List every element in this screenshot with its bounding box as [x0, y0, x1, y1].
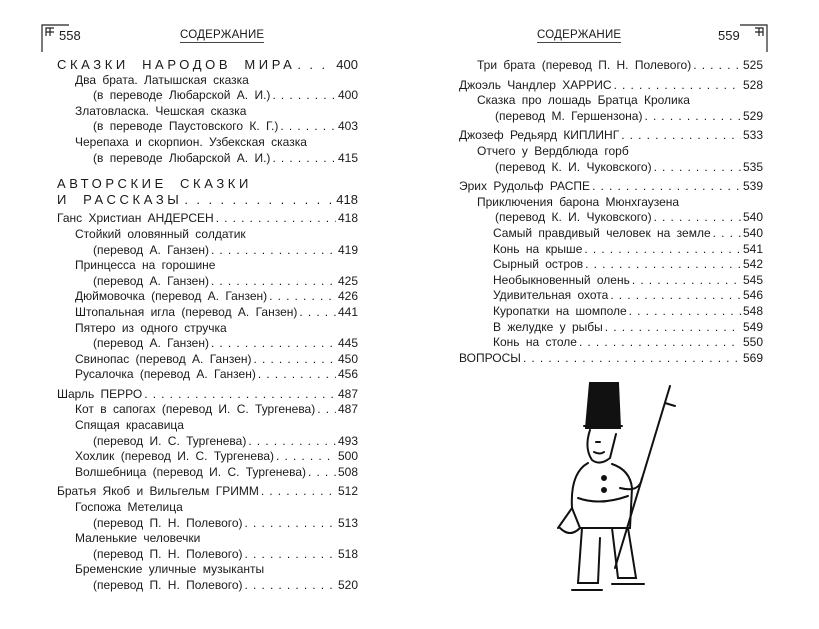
- toc-page-number: 456: [337, 367, 358, 382]
- toc-entry-text: (перевод П. Н. Полевого): [93, 578, 243, 592]
- toc-page-number: 425: [337, 273, 358, 288]
- dot-leader: [144, 387, 336, 403]
- toc-entry-cont: [57, 274, 358, 290]
- toc-entry-text: (перевод А. Ганзен): [93, 273, 209, 288]
- toc-page-number: 528: [742, 77, 763, 92]
- toc-entry-text: Бременские уличные музыканты: [75, 562, 265, 577]
- dot-leader: [211, 274, 336, 290]
- running-head: СОДЕРЖАНИЕ: [180, 29, 265, 41]
- toc-page-number: 525: [742, 58, 763, 72]
- toc-entry-title: [459, 93, 763, 109]
- toc-entry-sub: [459, 335, 763, 351]
- toc-page-number: 418: [337, 211, 358, 226]
- toc-entry-cont: [57, 516, 358, 532]
- toc-entry-text: Отчего у Вердблюда горб: [477, 143, 629, 158]
- dot-leader: [272, 151, 336, 167]
- toc-entry-text: АВТОРСКИЕ СКАЗКИ: [57, 176, 252, 192]
- toc-entry-section: [57, 192, 358, 208]
- dot-leader: [605, 320, 741, 336]
- toc-entry-cont: [459, 160, 763, 176]
- toc-entry-text: Маленькие человечки: [75, 531, 201, 546]
- toc-entry-text: Необыкновенный олень: [493, 272, 630, 287]
- toc-page-number: 539: [742, 179, 763, 194]
- dot-leader: [211, 336, 336, 352]
- toc-entry-author: [459, 179, 763, 195]
- toc-page-number: 535: [742, 159, 763, 174]
- toc-entry-text: Братья Якоб и Вильгельм ГРИММ: [57, 484, 259, 499]
- dot-leader: [629, 304, 741, 320]
- dot-leader: [654, 160, 741, 176]
- toc-page-number: 545: [742, 272, 763, 287]
- toc-page-number: 400: [336, 57, 358, 72]
- toc-entry-title: [57, 500, 358, 516]
- toc-entry-title: [459, 58, 763, 74]
- toc-entry-text: Куропатки на шомполе: [493, 303, 627, 318]
- toc-entry-section: [57, 176, 358, 192]
- toc-entry-text: В желудке у рыбы: [493, 319, 603, 334]
- toc-entry-text: Госпожа Метелица: [75, 500, 183, 515]
- toc-entry-text: Три брата (перевод П. Н. Полевого): [477, 58, 692, 72]
- toc-page-number: 529: [742, 108, 763, 123]
- toc-entry-section: [57, 57, 358, 73]
- toc-entry-cont: [57, 336, 358, 352]
- dot-leader: [299, 305, 336, 321]
- toc-page-number: 540: [742, 210, 763, 225]
- toc-entry-author: [459, 128, 763, 144]
- toc-page-number: 520: [337, 578, 358, 592]
- toc-entry-text: Эрих Рудольф РАСПЕ: [459, 179, 591, 194]
- toc-entry-text: Кот в сапогах (перевод И. С. Тургенева): [75, 402, 316, 417]
- toc-entry-author: [459, 78, 763, 94]
- toc-entry-author: [57, 211, 358, 227]
- toc-page-number: 548: [742, 303, 763, 318]
- toc-entry-text: (в переводе Любарской А. И.): [93, 88, 271, 103]
- toc-entry-text: Конь на столе: [493, 335, 577, 350]
- toc-page-number: 512: [337, 484, 358, 499]
- toc-page-number: 508: [337, 464, 358, 479]
- toc-entry-title: [57, 352, 358, 368]
- dot-leader: [621, 128, 741, 144]
- toc-page-number: 541: [742, 241, 763, 256]
- dot-leader: [585, 257, 741, 273]
- toc-page-number: 493: [337, 433, 358, 448]
- toc-entry-text: Принцесса на горошине: [75, 258, 216, 273]
- dot-leader: [693, 58, 741, 74]
- toc-entry-title: [57, 402, 358, 418]
- toc-page-number: 403: [337, 119, 358, 134]
- toc-entry-text: (перевод М. Гершензона): [495, 108, 643, 123]
- dot-leader: [254, 352, 336, 368]
- toc-entry-title: [57, 531, 358, 547]
- toc-entry-text: Дюймовочка (перевод А. Ганзен): [75, 289, 268, 304]
- toc-entry-title: [57, 465, 358, 481]
- dot-leader: [713, 226, 741, 242]
- dot-leader: [248, 434, 336, 450]
- toc-entry-cont: [57, 547, 358, 563]
- toc-entry-text: Штопальная игла (перевод А. Ганзен): [75, 304, 298, 319]
- toc-page-number: 546: [742, 288, 763, 303]
- toc-entry-text: Приключения барона Мюнхгаузена: [477, 194, 680, 209]
- toc-page-number: 450: [337, 351, 358, 366]
- dot-leader: [308, 465, 336, 481]
- toc-entry-title: [57, 367, 358, 383]
- toc-page-number: 500: [337, 449, 358, 464]
- toc-page-number: 518: [337, 546, 358, 561]
- tin-soldier-illustration: [520, 378, 690, 603]
- dot-leader: [632, 273, 741, 289]
- table-of-contents-right: [459, 58, 763, 366]
- toc-entry-title: [459, 195, 763, 211]
- toc-entry-author: [57, 387, 358, 403]
- toc-entry-text: Конь на крыше: [493, 241, 583, 256]
- toc-page-number: 415: [337, 150, 358, 165]
- dot-leader: [272, 88, 336, 104]
- toc-entry-cont: [459, 109, 763, 125]
- toc-entry-title: [57, 449, 358, 465]
- toc-entry-cont: [57, 243, 358, 259]
- toc-entry-text: И РАССКАЗЫ: [57, 191, 183, 207]
- toc-entry-title: [57, 321, 358, 337]
- page-number: 558: [59, 28, 81, 43]
- toc-entry-title: [459, 144, 763, 160]
- toc-entry-cont: [57, 151, 358, 167]
- toc-entry-text: ВОПРОСЫ: [459, 350, 521, 365]
- toc-entry-text: Два брата. Латышская сказка: [75, 72, 249, 87]
- toc-entry-text: Златовласка. Чешская сказка: [75, 103, 247, 118]
- toc-entry-author: [459, 351, 763, 367]
- toc-entry-text: Сырный остров: [493, 257, 584, 272]
- toc-entry-text: Шарль ПЕРРО: [57, 386, 143, 401]
- toc-entry-text: Стойкий оловянный солдатик: [75, 226, 246, 241]
- dot-leader: [276, 449, 336, 465]
- toc-entry-text: (перевод А. Ганзен): [93, 336, 209, 351]
- toc-entry-title: [57, 562, 358, 578]
- dot-leader: [245, 516, 336, 532]
- toc-page-number: 550: [742, 335, 763, 350]
- dot-leader: [579, 335, 741, 351]
- toc-page-number: 540: [742, 225, 763, 240]
- toc-entry-title: [57, 289, 358, 305]
- toc-entry-text: Спящая красавица: [75, 418, 184, 433]
- toc-page-number: 426: [337, 289, 358, 304]
- toc-entry-text: (перевод К. И. Чуковского): [495, 159, 652, 174]
- toc-entry-text: (перевод П. Н. Полевого): [93, 546, 243, 561]
- toc-entry-text: Черепаха и скорпион. Узбекская сказка: [75, 134, 307, 149]
- toc-page-number: 419: [337, 242, 358, 257]
- toc-entry-cont: [459, 210, 763, 226]
- toc-entry-title: [57, 418, 358, 434]
- toc-page-number: 513: [337, 515, 358, 530]
- toc-page-number: 487: [337, 386, 358, 401]
- dot-leader: [584, 242, 741, 258]
- toc-entry-sub: [459, 320, 763, 336]
- dot-leader: [644, 109, 740, 125]
- dot-leader: [184, 192, 334, 208]
- toc-entry-sub: [459, 257, 763, 273]
- toc-entry-text: Волшебница (перевод И. С. Тургенева): [75, 464, 306, 479]
- dot-leader: [245, 547, 336, 563]
- dot-leader: [610, 288, 741, 304]
- dot-leader: [245, 578, 336, 594]
- dot-leader: [523, 351, 741, 367]
- toc-entry-text: Самый правдивый человек на земле: [493, 225, 711, 240]
- toc-page-number: 542: [742, 257, 763, 272]
- toc-entry-text: (перевод К. И. Чуковского): [495, 210, 652, 225]
- toc-page-number: 569: [742, 350, 763, 365]
- dot-leader: [261, 484, 336, 500]
- dot-leader: [614, 78, 741, 94]
- corner-ornament-icon: [739, 22, 769, 54]
- toc-entry-text: Русалочка (перевод А. Ганзен): [75, 367, 256, 382]
- dot-leader: [592, 179, 741, 195]
- toc-entry-title: [57, 104, 358, 120]
- toc-entry-cont: [57, 88, 358, 104]
- toc-entry-text: Ганс Христиан АНДЕРСЕН: [57, 211, 214, 226]
- toc-entry-text: Джоэль Чандлер ХАРРИС: [459, 77, 612, 92]
- toc-entry-text: СКАЗКИ НАРОДОВ МИРА: [57, 57, 296, 72]
- toc-page-number: 418: [336, 191, 358, 207]
- toc-entry-cont: [57, 578, 358, 594]
- page-number: 559: [718, 28, 740, 43]
- toc-entry-text: Удивительная охота: [493, 288, 609, 303]
- toc-entry-sub: [459, 242, 763, 258]
- toc-entry-text: Сказка про лошадь Братца Кролика: [477, 93, 690, 108]
- toc-entry-sub: [459, 304, 763, 320]
- toc-entry-cont: [57, 119, 358, 135]
- dot-leader: [211, 243, 336, 259]
- toc-entry-cont: [57, 434, 358, 450]
- toc-entry-title: [57, 305, 358, 321]
- toc-entry-text: Свинопас (перевод А. Ганзен): [75, 351, 252, 366]
- toc-entry-title: [57, 73, 358, 89]
- toc-page-number: 487: [337, 402, 358, 417]
- toc-entry-text: Джозеф Редьярд КИПЛИНГ: [459, 128, 620, 143]
- dot-leader: [216, 211, 336, 227]
- toc-page-number: 549: [742, 319, 763, 334]
- toc-entry-sub: [459, 288, 763, 304]
- table-of-contents-left: [57, 57, 358, 594]
- dot-leader: [269, 289, 336, 305]
- toc-entry-text: Хохлик (перевод И. С. Тургенева): [75, 449, 275, 464]
- toc-entry-text: (перевод И. С. Тургенева): [93, 433, 247, 448]
- toc-page-number: 441: [337, 304, 358, 319]
- running-head: СОДЕРЖАНИЕ: [537, 29, 622, 41]
- toc-entry-author: [57, 484, 358, 500]
- dot-leader: [280, 119, 336, 135]
- toc-entry-text: (в переводе Любарской А. И.): [93, 150, 271, 165]
- toc-page-number: 533: [742, 128, 763, 143]
- toc-entry-sub: [459, 226, 763, 242]
- dot-leader: [297, 57, 334, 73]
- toc-entry-title: [57, 227, 358, 243]
- toc-entry-text: Пятеро из одного стручка: [75, 320, 227, 335]
- toc-entry-text: (перевод П. Н. Полевого): [93, 515, 243, 530]
- toc-entry-sub: [459, 273, 763, 289]
- dot-leader: [654, 210, 741, 226]
- dot-leader: [258, 367, 336, 383]
- toc-page-number: 445: [337, 336, 358, 351]
- toc-page-number: 400: [337, 88, 358, 103]
- toc-entry-title: [57, 135, 358, 151]
- toc-entry-text: (перевод А. Ганзен): [93, 242, 209, 257]
- toc-entry-text: (в переводе Паустовского К. Г.): [93, 119, 279, 134]
- toc-entry-title: [57, 258, 358, 274]
- dot-leader: [317, 402, 336, 418]
